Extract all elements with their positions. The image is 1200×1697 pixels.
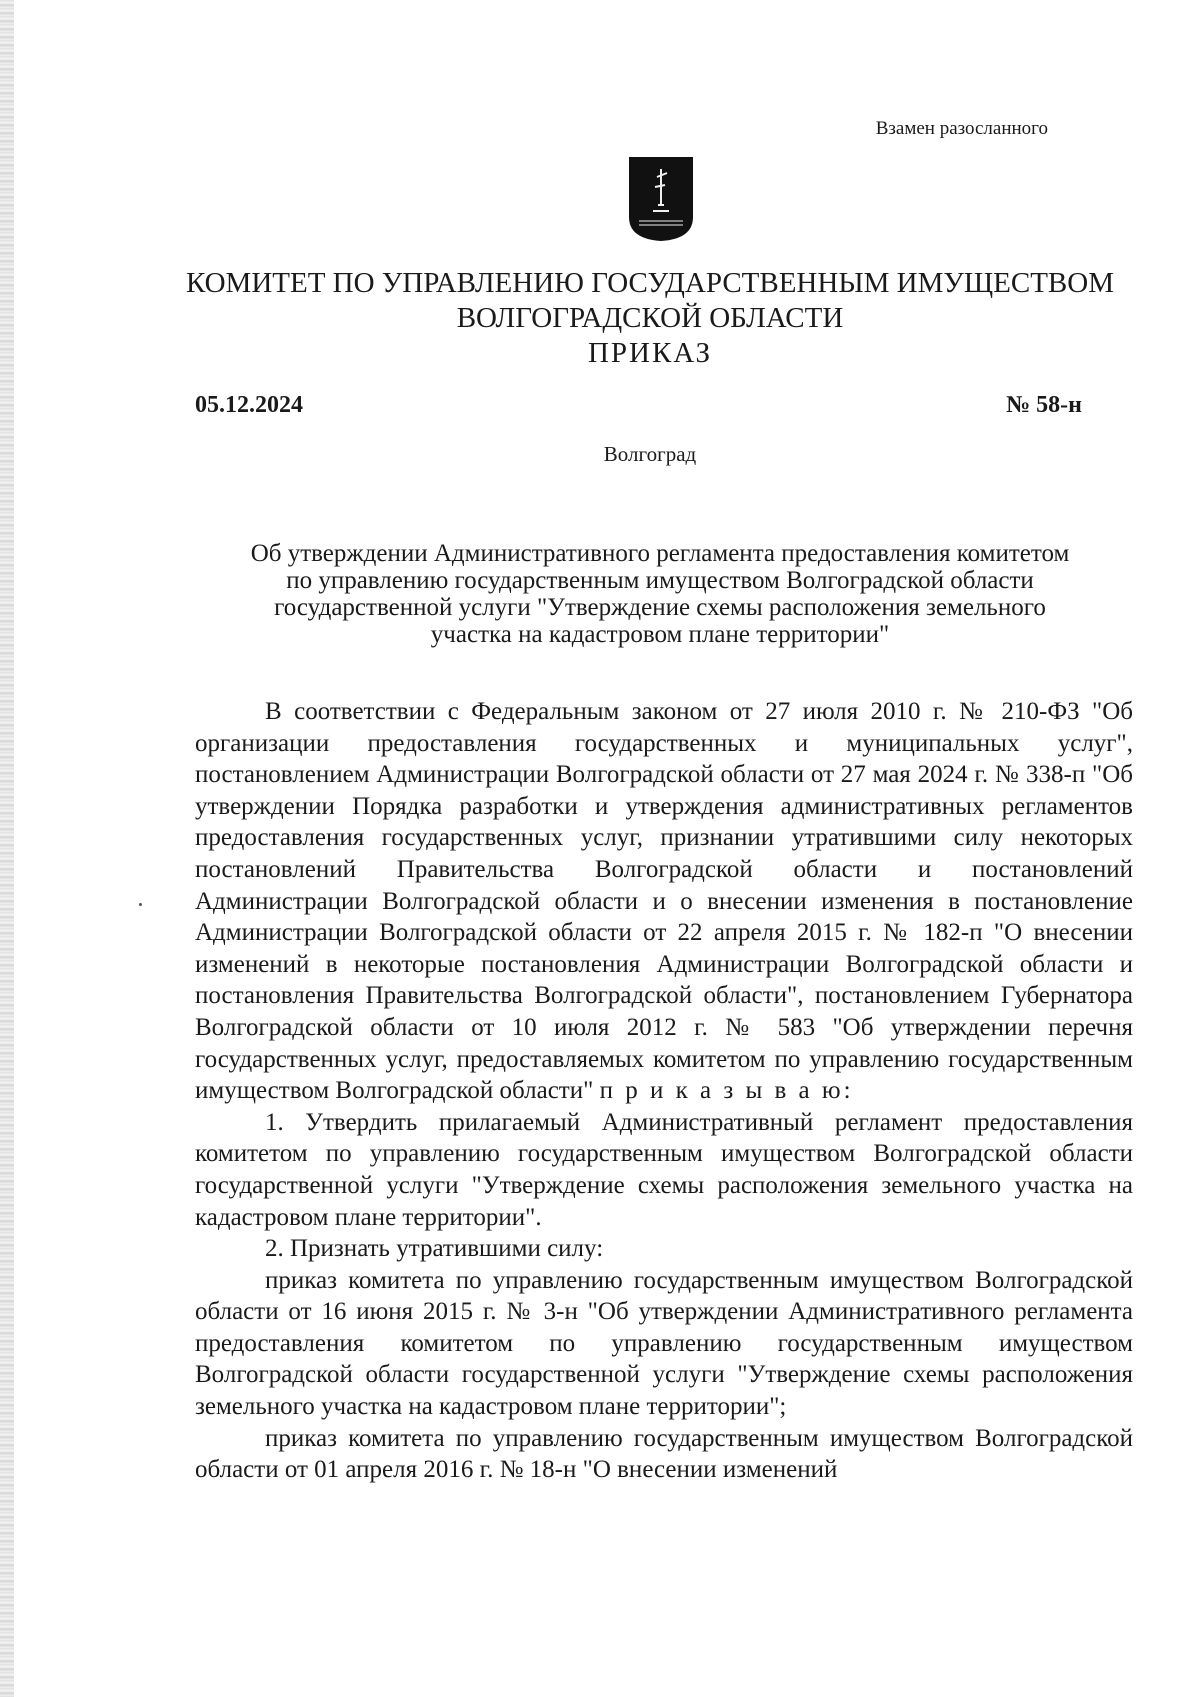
subject-line: Об утверждении Административного регламента предоставления комитетом [250, 540, 1070, 567]
item-2a-paragraph: приказ комитета по управлению государственным имуществом Волгоградской области от 16 июня 2015 г. № 3-н "Об утверждении Административного регламента предоставления комитетом по управлению государственным имуществом Волгоградской области государственной услуги "Утверждение схемы расположения земельного участка на кадастровом плане территории"; [195, 1266, 1133, 1421]
document-number: № 58-н [1006, 392, 1082, 418]
doc-type: ПРИКАЗ [587, 337, 713, 369]
order-word: п р и к а з ы в а ю: [599, 1077, 854, 1105]
item-2-paragraph: 2. Признать утратившими силу: [265, 1235, 604, 1263]
document-subject [180, 540, 1140, 648]
subject-line: участка на кадастровом плане территории" [430, 621, 890, 648]
org-name-line2: ВОЛГОГРАДСКОЙ ОБЛАСТИ [456, 302, 844, 334]
scan-speck [139, 903, 142, 906]
subject-line: государственной услуги "Утверждение схемы расположения земельного [274, 594, 1046, 621]
header-block [120, 266, 1180, 371]
document-city: Волгоград [603, 442, 697, 466]
volgograd-coat-of-arms-icon [627, 155, 695, 243]
subject-line: по управлению государственным имуществом Волгоградской области [286, 567, 1034, 594]
document-date: 05.12.2024 [195, 392, 303, 418]
preamble-text: В соответствии с Федеральным законом от 27 июля 2010 г. № 210-ФЗ "Об организации предоставления государственных и муниципальных услуг", постановлением Администрации Волгоградской области от 27 мая 2024 г. № 338-п "Об утверждении Порядка разработки и утверждения административных регламентов предоставления государственных услуг, признании утратившими силу некоторых постановлений Правительства Волгоградской области и постановлений Администрации Волгоградской области и о внесении изменения в постановление Администрации Волгоградской области от 22 апреля 2015 г. № 182-п "О внесении изменений в некоторые постановления Администрации Волгоградской области и постановления Правительства Волгоградской области", постановлением Губернатора Волгоградской области от 10 июля 2012 г. № 583 "Об утверждении перечня государственных услуг, предоставляемых комитетом по управлению государственным имуществом Волгоградской области" [195, 698, 1133, 1105]
document-body [195, 696, 1133, 1486]
preamble-paragraph [195, 696, 1133, 1107]
scan-edge [0, 0, 14, 1697]
org-name-line1: КОМИТЕТ ПО УПРАВЛЕНИЮ ГОСУДАРСТВЕННЫМ ИМУЩЕСТВОМ [185, 267, 1114, 299]
replacement-stamp: Взамен разосланного [875, 118, 1048, 139]
item-1-paragraph: 1. Утвердить прилагаемый Административный регламент предоставления комитетом по управлению государственным имуществом Волгоградской области государственной услуги "Утверждение схемы расположения земельного участка на кадастровом плане территории". [195, 1108, 1133, 1231]
item-2b-paragraph: приказ комитета по управлению государственным имуществом Волгоградской области от 01 апреля 2016 г. № 18-н "О внесении изменений [195, 1424, 1133, 1484]
